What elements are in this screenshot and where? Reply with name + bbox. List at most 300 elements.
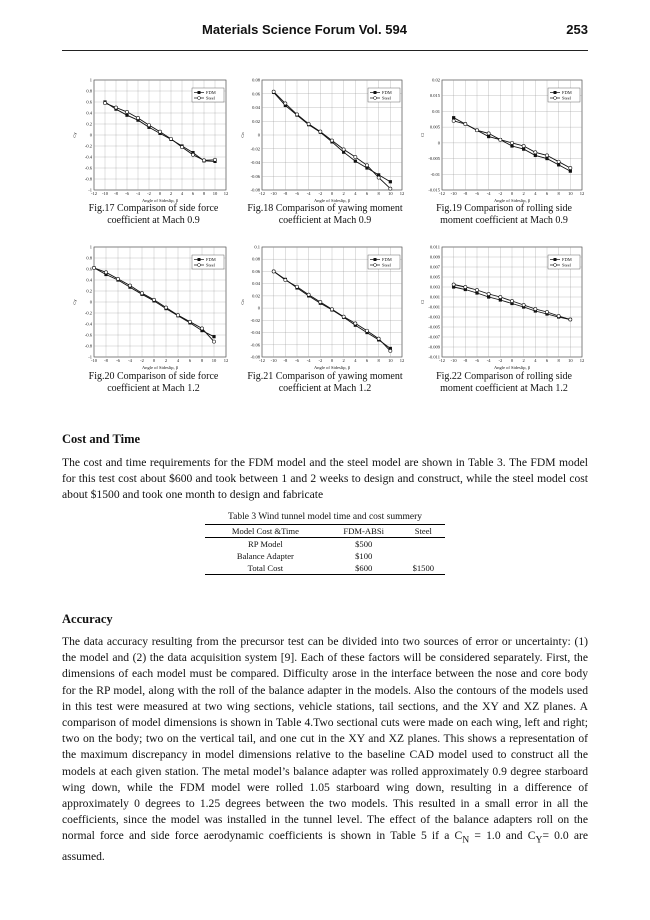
x-tick-label: -10 bbox=[450, 191, 457, 196]
y-tick-label: -0.4 bbox=[84, 321, 92, 327]
table-cell: Total Cost bbox=[205, 562, 326, 575]
x-tick-label: -10 bbox=[91, 358, 97, 363]
table-row bbox=[205, 550, 445, 562]
x-tick-label: 10 bbox=[388, 358, 393, 363]
table-cell bbox=[402, 550, 445, 562]
table-header: Steel bbox=[402, 525, 445, 538]
x-tick-label: 6 bbox=[191, 191, 195, 196]
data-point bbox=[125, 110, 128, 113]
y-tick-label: -0.06 bbox=[250, 173, 260, 179]
data-point bbox=[103, 102, 106, 105]
data-point bbox=[284, 278, 287, 281]
data-point bbox=[307, 122, 310, 125]
data-point bbox=[200, 327, 203, 330]
y-tick-label: 0.02 bbox=[432, 77, 440, 83]
legend-marker bbox=[374, 264, 377, 267]
y-tick-label: 0 bbox=[89, 299, 92, 305]
table-cell: $1500 bbox=[402, 562, 445, 575]
x-tick-label: -4 bbox=[306, 358, 311, 363]
y-tick-label: 0.005 bbox=[429, 274, 440, 280]
data-point bbox=[557, 160, 560, 163]
x-tick-label: 6 bbox=[365, 191, 369, 196]
y-tick-label: 0.6 bbox=[86, 266, 92, 272]
y-tick-label: -0.4 bbox=[84, 154, 92, 160]
x-tick-label: 10 bbox=[212, 191, 218, 196]
figure-17 bbox=[72, 76, 234, 204]
y-tick-label: 0.08 bbox=[252, 77, 260, 83]
data-point bbox=[125, 114, 128, 117]
caption-fig19 bbox=[420, 203, 588, 227]
table-header: FDM-ABSi bbox=[326, 525, 402, 538]
x-axis-label: Angle of Sideslip, β bbox=[493, 365, 531, 370]
y-tick-label: -1 bbox=[88, 354, 92, 360]
legend-label: Steel bbox=[382, 262, 391, 268]
legend-label: FDM bbox=[562, 90, 572, 95]
x-tick-label: -12 bbox=[439, 191, 445, 196]
x-tick-label: -6 bbox=[116, 358, 120, 363]
x-tick-label: -4 bbox=[306, 191, 311, 196]
figure-18 bbox=[240, 76, 410, 204]
x-tick-label: -2 bbox=[140, 358, 144, 363]
x-tick-label: 4 bbox=[176, 358, 180, 363]
caption-line: coefficient at Mach 1.2 bbox=[107, 383, 200, 394]
legend-label: Steel bbox=[206, 262, 215, 268]
y-tick-label: -0.007 bbox=[428, 334, 440, 340]
y-tick-label: -0.6 bbox=[84, 332, 92, 338]
data-point bbox=[534, 154, 537, 157]
data-point bbox=[128, 284, 131, 287]
y-tick-label: 0.2 bbox=[86, 121, 92, 127]
figure-19 bbox=[420, 76, 590, 204]
data-point bbox=[191, 153, 194, 156]
y-tick-label: 0.015 bbox=[429, 93, 440, 99]
data-point bbox=[92, 266, 95, 269]
y-axis-label: Cl bbox=[420, 132, 425, 138]
data-point bbox=[452, 283, 455, 286]
x-tick-label: -12 bbox=[259, 358, 265, 363]
x-tick-label: -2 bbox=[498, 358, 503, 363]
y-tick-label: -0.08 bbox=[250, 354, 260, 360]
data-point bbox=[452, 119, 455, 122]
y-tick-label: -0.015 bbox=[428, 187, 440, 193]
data-point bbox=[377, 176, 380, 179]
legend-label: Steel bbox=[206, 95, 215, 101]
data-point bbox=[140, 292, 143, 295]
paragraph-text: = 1.0 and C bbox=[469, 829, 536, 843]
x-tick-label: -10 bbox=[270, 358, 277, 363]
y-tick-label: 0.007 bbox=[429, 264, 440, 270]
y-axis-label: Cy bbox=[72, 132, 77, 138]
x-tick-label: 0 bbox=[158, 191, 162, 196]
x-tick-label: 2 bbox=[522, 191, 525, 196]
data-point bbox=[569, 170, 572, 173]
table-cell: $600 bbox=[326, 562, 402, 575]
x-tick-label: 10 bbox=[211, 358, 217, 363]
caption-fig17 bbox=[66, 203, 241, 227]
data-point bbox=[158, 130, 161, 133]
legend-label: FDM bbox=[562, 257, 572, 262]
x-tick-label: 4 bbox=[534, 191, 537, 196]
y-tick-label: -0.2 bbox=[84, 143, 92, 149]
x-tick-label: -2 bbox=[318, 358, 323, 363]
y-tick-label: 0.8 bbox=[86, 88, 92, 94]
data-point bbox=[136, 116, 139, 119]
y-tick-label: -0.2 bbox=[84, 310, 92, 316]
caption-fig21 bbox=[236, 371, 414, 395]
x-tick-label: -2 bbox=[147, 191, 151, 196]
legend-marker bbox=[198, 264, 201, 267]
y-axis-label: Cl bbox=[420, 299, 425, 305]
data-point bbox=[557, 163, 560, 166]
data-point bbox=[284, 102, 287, 105]
y-tick-label: -0.04 bbox=[250, 330, 260, 336]
data-point bbox=[295, 285, 298, 288]
y-tick-label: 0.06 bbox=[252, 91, 260, 97]
x-axis-label: Angle of Sideslip, β bbox=[493, 198, 531, 203]
y-tick-label: 1 bbox=[89, 77, 92, 83]
y-tick-label: 0 bbox=[89, 132, 92, 138]
data-point bbox=[330, 139, 333, 142]
y-tick-label: 0.8 bbox=[86, 255, 92, 261]
data-point bbox=[487, 135, 490, 138]
data-point bbox=[475, 129, 478, 132]
y-tick-label: 0.1 bbox=[254, 244, 260, 250]
x-tick-label: 12 bbox=[399, 191, 405, 196]
x-tick-label: 6 bbox=[188, 358, 192, 363]
data-point bbox=[188, 320, 191, 323]
legend-marker bbox=[198, 97, 201, 100]
caption-line: Fig.21 Comparison of yawing moment bbox=[247, 371, 403, 382]
paragraph-cost: The cost and time requirements for the FDM model and the steel model are shown in Table 3. The FDM model for this test cost about $600 and took between 1 and 2 weeks to design and construct, while the steel model cost about $1500 and took one month to design and fabricate bbox=[62, 456, 588, 502]
y-axis-label: Cn bbox=[240, 132, 245, 138]
data-point bbox=[464, 285, 467, 288]
y-tick-label: -0.005 bbox=[428, 156, 440, 162]
x-tick-label: 12 bbox=[579, 358, 585, 363]
y-tick-label: -0.04 bbox=[250, 160, 260, 165]
x-tick-label: 8 bbox=[557, 358, 560, 363]
data-point bbox=[354, 322, 357, 325]
paragraph-text: The data accuracy resulting from the precursor test can be divided into two sources of error or uncertainty: (1) the model and (2) the data acquisition system [9]. Each of these factors will be considered separately. First, the dimensions of each model must be compared. Difficulty arose in the interface between the nose and core body for the RP model, along with the roll of the balance adapter in the models. Also the contours of the models used in this test were measured at two wing sections, vehicle stations, tail sections, and the XY and XZ planes. A comparison of model dimensions is shown in Table 4.Two sectional cuts were made on each wing, left and right; two on the body; two on the vertical tail, and one cut in the XY and XZ planes. This shows a representation of the maximum discrepancy in model dimensions relative to the baseline CAD model used to construct all the models at each given station. The metal model’s balance adapter was rolled approximately 0.9 degree starboard wing down, while the FDM model were rolled 1.05 starboard wing down, resulting in a difference of approximately 0 degrees to 1.25 degrees between the two models. This resulted in a small error in all the coefficients, since the model was installed in the tunnel level. The effect of the balance adapters roll on the normal force and side force aerodynamic coefficients is shown in Table 5 if a C bbox=[62, 635, 588, 843]
x-tick-label: -8 bbox=[463, 191, 468, 196]
data-point bbox=[499, 295, 502, 298]
data-point bbox=[545, 157, 548, 160]
y-tick-label: -0.01 bbox=[430, 171, 440, 177]
data-point bbox=[365, 329, 368, 332]
caption-line: coefficient at Mach 0.9 bbox=[107, 215, 200, 226]
x-tick-label: 4 bbox=[534, 358, 537, 363]
legend-label: FDM bbox=[382, 90, 392, 95]
data-point bbox=[330, 308, 333, 311]
data-point bbox=[212, 340, 215, 343]
y-tick-label: 0.02 bbox=[252, 293, 260, 299]
y-tick-label: -0.009 bbox=[428, 344, 440, 350]
x-tick-label: 0 bbox=[510, 358, 514, 363]
section-title-cost: Cost and Time bbox=[62, 432, 141, 446]
y-tick-label: 0.08 bbox=[252, 256, 260, 262]
data-point bbox=[389, 187, 392, 190]
x-tick-label: -4 bbox=[136, 191, 140, 196]
y-tick-label: 0.01 bbox=[432, 108, 440, 114]
x-tick-label: 10 bbox=[568, 191, 573, 196]
caption-line: Fig.17 Comparison of side force bbox=[88, 203, 219, 214]
x-axis-label: Angle of Sideslip, β bbox=[313, 198, 351, 203]
data-point bbox=[569, 318, 572, 321]
table-caption: Table 3 Wind tunnel model time and cost summery bbox=[227, 512, 423, 522]
y-tick-label: -0.02 bbox=[250, 146, 260, 152]
caption-line: Fig.20 Comparison of side force bbox=[88, 371, 219, 382]
table-cell: $100 bbox=[355, 551, 373, 561]
legend-label: Steel bbox=[382, 95, 391, 101]
legend-marker bbox=[554, 91, 557, 94]
legend-marker bbox=[198, 91, 201, 94]
legend-marker bbox=[554, 264, 557, 267]
legend-marker bbox=[554, 97, 557, 100]
paragraph-accuracy bbox=[62, 634, 588, 865]
legend-marker bbox=[198, 258, 201, 261]
x-tick-label: -2 bbox=[498, 191, 503, 196]
y-tick-label: 1 bbox=[89, 244, 92, 250]
x-tick-label: -6 bbox=[295, 358, 299, 363]
data-point bbox=[104, 271, 107, 274]
subscript-y: Y bbox=[535, 834, 543, 846]
data-point bbox=[342, 315, 345, 318]
x-tick-label: 2 bbox=[522, 358, 525, 363]
x-tick-label: 0 bbox=[330, 191, 334, 196]
table-header: Model Cost &Time bbox=[205, 525, 326, 538]
caption-line: coefficient at Mach 1.2 bbox=[278, 383, 372, 394]
x-tick-label: 10 bbox=[388, 191, 393, 196]
data-point bbox=[557, 314, 560, 317]
running-header bbox=[62, 22, 588, 42]
x-tick-label: 2 bbox=[164, 358, 168, 363]
data-point bbox=[499, 138, 502, 141]
x-tick-label: 8 bbox=[377, 358, 380, 363]
x-tick-label: -8 bbox=[283, 358, 288, 363]
x-tick-label: -12 bbox=[259, 191, 265, 196]
x-tick-label: 8 bbox=[377, 191, 380, 196]
x-axis-label: Angle of Sideslip, β bbox=[313, 365, 351, 370]
data-point bbox=[522, 303, 525, 306]
legend-marker bbox=[554, 258, 557, 261]
data-point bbox=[545, 154, 548, 157]
x-axis-label: Angle of Sideslip, β bbox=[141, 198, 179, 203]
y-tick-label: 0.005 bbox=[429, 124, 440, 130]
x-tick-label: -12 bbox=[439, 358, 445, 363]
y-tick-label: 0.02 bbox=[252, 118, 260, 124]
table-cell: RP Model bbox=[248, 539, 283, 549]
page-number: 253 bbox=[566, 22, 588, 37]
data-point bbox=[152, 298, 155, 301]
data-point bbox=[452, 116, 455, 119]
table-row bbox=[205, 562, 445, 575]
legend-label: FDM bbox=[206, 90, 216, 95]
caption-line: moment coefficient at Mach 1.2 bbox=[440, 383, 568, 394]
section-title-accuracy: Accuracy bbox=[62, 612, 113, 626]
data-point bbox=[319, 130, 322, 133]
data-point bbox=[272, 270, 275, 273]
data-point bbox=[202, 159, 205, 162]
y-tick-label: -0.06 bbox=[250, 342, 260, 348]
data-point bbox=[377, 337, 380, 340]
table-row bbox=[205, 538, 445, 551]
x-tick-label: 12 bbox=[579, 191, 585, 196]
x-tick-label: 4 bbox=[354, 358, 357, 363]
x-tick-label: 8 bbox=[557, 191, 560, 196]
caption-line: coefficient at Mach 0.9 bbox=[278, 215, 372, 226]
legend-marker bbox=[374, 91, 377, 94]
y-tick-label: 0.2 bbox=[86, 288, 92, 294]
caption-fig20 bbox=[66, 371, 241, 395]
caption-line: Fig.19 Comparison of rolling side bbox=[436, 203, 572, 214]
x-tick-label: -6 bbox=[475, 358, 479, 363]
data-point bbox=[114, 106, 117, 109]
table-header-row bbox=[205, 525, 445, 538]
y-tick-label: -0.001 bbox=[428, 304, 440, 310]
x-tick-label: -4 bbox=[486, 358, 491, 363]
table-cell bbox=[402, 538, 445, 551]
x-tick-label: 4 bbox=[354, 191, 357, 196]
data-point bbox=[342, 148, 345, 151]
y-tick-label: 0.001 bbox=[429, 294, 440, 300]
subscript-n: N bbox=[462, 834, 470, 846]
x-tick-label: 2 bbox=[342, 358, 345, 363]
y-tick-label: -0.8 bbox=[84, 343, 92, 349]
data-point bbox=[180, 146, 183, 149]
x-tick-label: 8 bbox=[200, 358, 204, 363]
data-point bbox=[212, 335, 215, 338]
data-point bbox=[389, 180, 392, 183]
figure-21 bbox=[240, 243, 410, 371]
caption-line: Fig.18 Comparison of yawing moment bbox=[247, 203, 403, 214]
y-tick-label: -0.02 bbox=[250, 317, 260, 323]
x-tick-label: -6 bbox=[125, 191, 129, 196]
data-point bbox=[213, 158, 216, 161]
x-tick-label: 2 bbox=[342, 191, 345, 196]
data-point bbox=[164, 306, 167, 309]
data-point bbox=[147, 124, 150, 127]
x-tick-label: 6 bbox=[365, 358, 369, 363]
x-tick-label: -12 bbox=[91, 191, 97, 196]
data-point bbox=[510, 141, 513, 144]
y-tick-label: 0.011 bbox=[430, 244, 440, 250]
x-tick-label: 12 bbox=[223, 191, 229, 196]
data-point bbox=[354, 160, 357, 163]
data-point bbox=[569, 166, 572, 169]
x-tick-label: -6 bbox=[475, 191, 479, 196]
y-tick-label: -0.005 bbox=[428, 324, 440, 330]
x-tick-label: -4 bbox=[128, 358, 132, 363]
table-cell: $500 bbox=[355, 539, 373, 549]
x-tick-label: -8 bbox=[283, 191, 288, 196]
data-point bbox=[169, 137, 172, 140]
y-tick-label: -0.003 bbox=[428, 314, 440, 320]
figure-22 bbox=[420, 243, 590, 371]
data-point bbox=[534, 151, 537, 154]
x-tick-label: 4 bbox=[180, 191, 184, 196]
data-point bbox=[510, 144, 513, 147]
data-point bbox=[295, 113, 298, 116]
data-point bbox=[522, 144, 525, 147]
data-point bbox=[475, 288, 478, 291]
data-point bbox=[522, 148, 525, 151]
x-tick-label: -10 bbox=[102, 191, 108, 196]
legend-label: Steel bbox=[562, 262, 571, 268]
y-tick-label: 0.04 bbox=[252, 281, 260, 287]
x-tick-label: -10 bbox=[270, 191, 277, 196]
y-tick-label: 0 bbox=[257, 305, 260, 311]
data-point bbox=[272, 90, 275, 93]
caption-line: Fig.22 Comparison of rolling side bbox=[436, 371, 572, 382]
x-tick-label: 6 bbox=[545, 358, 549, 363]
y-tick-label: 0.4 bbox=[86, 277, 92, 283]
header-rule bbox=[62, 50, 588, 51]
journal-title: Materials Science Forum Vol. 594 bbox=[202, 22, 407, 37]
y-tick-label: -0.8 bbox=[84, 176, 92, 182]
x-tick-label: -2 bbox=[318, 191, 323, 196]
y-tick-label: 0 bbox=[257, 132, 260, 138]
data-point bbox=[534, 307, 537, 310]
data-point bbox=[487, 292, 490, 295]
y-tick-label: -0.6 bbox=[84, 165, 92, 171]
paragraph-text: = 0.0 are assumed. bbox=[62, 829, 588, 863]
figure-20 bbox=[72, 243, 234, 371]
legend-label: FDM bbox=[382, 257, 392, 262]
y-tick-label: 0.04 bbox=[252, 105, 260, 110]
data-point bbox=[307, 293, 310, 296]
x-tick-label: -6 bbox=[295, 191, 299, 196]
legend-label: Steel bbox=[562, 95, 571, 101]
x-tick-label: 8 bbox=[202, 191, 206, 196]
caption-fig18 bbox=[236, 203, 414, 227]
y-tick-label: -0.011 bbox=[428, 354, 440, 360]
x-tick-label: -8 bbox=[463, 358, 468, 363]
data-point bbox=[365, 164, 368, 167]
data-point bbox=[319, 300, 322, 303]
x-tick-label: -4 bbox=[486, 191, 491, 196]
legend-label: FDM bbox=[206, 257, 216, 262]
y-tick-label: 0.003 bbox=[429, 284, 440, 290]
data-point bbox=[487, 132, 490, 135]
x-tick-label: -8 bbox=[114, 191, 118, 196]
x-tick-label: 0 bbox=[510, 191, 514, 196]
x-tick-label: -10 bbox=[450, 358, 457, 363]
x-tick-label: 6 bbox=[545, 191, 549, 196]
x-tick-label: 0 bbox=[152, 358, 156, 363]
cost-table bbox=[205, 524, 445, 575]
y-tick-label: 0.009 bbox=[429, 254, 440, 260]
data-point bbox=[354, 155, 357, 158]
data-point bbox=[389, 349, 392, 352]
y-axis-label: Cy bbox=[72, 299, 77, 305]
x-tick-label: -8 bbox=[104, 358, 108, 363]
x-tick-label: 10 bbox=[568, 358, 573, 363]
data-point bbox=[116, 277, 119, 280]
y-tick-label: 0.06 bbox=[252, 268, 260, 274]
y-axis-label: Cn bbox=[240, 299, 245, 305]
table-cell: Balance Adapter bbox=[236, 551, 294, 561]
y-tick-label: 0 bbox=[437, 140, 440, 146]
data-point bbox=[176, 314, 179, 317]
x-axis-label: Angle of Sideslip, β bbox=[141, 365, 179, 370]
legend-marker bbox=[374, 97, 377, 100]
y-tick-label: 0.6 bbox=[86, 99, 92, 105]
data-point bbox=[510, 299, 513, 302]
data-point bbox=[464, 122, 467, 125]
caption-line: moment coefficient at Mach 0.9 bbox=[440, 215, 568, 226]
legend-marker bbox=[374, 258, 377, 261]
y-tick-label: -0.08 bbox=[250, 187, 260, 193]
y-tick-label: 0.4 bbox=[86, 110, 92, 116]
